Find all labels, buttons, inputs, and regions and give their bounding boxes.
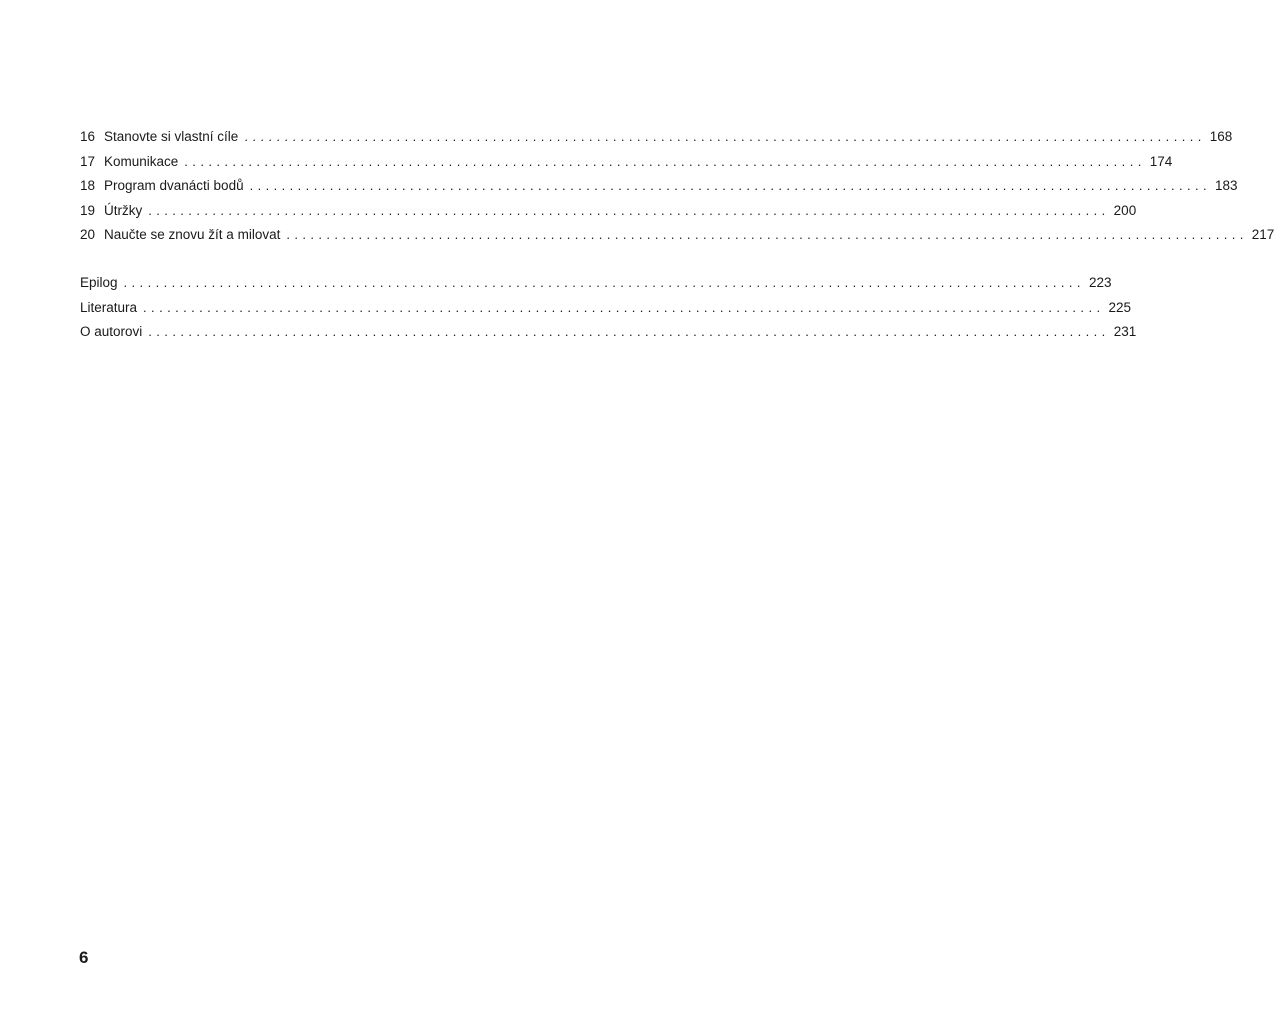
chapter-page: 168 bbox=[1209, 129, 1233, 144]
toc-entry[interactable] bbox=[80, 320, 1137, 345]
section-title: Literatura bbox=[80, 299, 138, 315]
chapter-title: Program dvanácti bodů bbox=[104, 178, 244, 193]
section-title: O autorovi bbox=[80, 324, 143, 339]
chapter-title: Stanovte si vlastní cíle bbox=[104, 129, 239, 144]
chapter-page: 200 bbox=[1113, 202, 1137, 218]
toc-back-matter bbox=[80, 271, 1137, 345]
dot-leader: ........................................................................................................................ bbox=[148, 324, 1110, 339]
toc-entry[interactable] bbox=[80, 150, 1173, 175]
toc-entry[interactable] bbox=[80, 174, 1238, 199]
chapter-page: 174 bbox=[1149, 153, 1173, 169]
chapter-title: Útržky bbox=[104, 202, 143, 218]
section-page: 225 bbox=[1108, 299, 1131, 315]
section-page: 231 bbox=[1113, 324, 1137, 339]
chapter-page: 217 bbox=[1251, 227, 1274, 242]
page-number: 6 bbox=[79, 948, 89, 967]
chapter-number: 19 bbox=[80, 202, 96, 218]
toc-entry[interactable] bbox=[80, 296, 1131, 321]
chapter-number: 20 bbox=[80, 227, 96, 242]
section-title: Epilog bbox=[80, 275, 118, 290]
chapter-title: Komunikace bbox=[104, 153, 179, 169]
toc-entry[interactable] bbox=[80, 125, 1233, 150]
dot-leader: ........................................................................................................................ bbox=[123, 275, 1085, 290]
chapter-number: 17 bbox=[80, 153, 96, 169]
toc-chapters bbox=[80, 125, 1274, 248]
chapter-title: Naučte se znovu žít a milovat bbox=[104, 227, 281, 242]
chapter-number: 16 bbox=[80, 129, 96, 144]
toc-entry[interactable] bbox=[80, 223, 1274, 248]
toc-entry[interactable] bbox=[80, 271, 1112, 296]
section-page: 223 bbox=[1088, 275, 1112, 290]
chapter-page: 183 bbox=[1215, 178, 1238, 193]
dot-leader: ........................................................................................................................ bbox=[143, 299, 1105, 315]
chapter-number: 18 bbox=[80, 178, 96, 193]
dot-leader: ........................................................................................................................ bbox=[249, 178, 1212, 193]
dot-leader: ........................................................................................................................ bbox=[184, 153, 1146, 169]
dot-leader: ........................................................................................................................ bbox=[148, 202, 1110, 218]
toc-entry[interactable] bbox=[80, 199, 1137, 224]
dot-leader: ........................................................................................................................ bbox=[244, 129, 1206, 144]
dot-leader: ........................................................................................................................ bbox=[286, 227, 1248, 242]
